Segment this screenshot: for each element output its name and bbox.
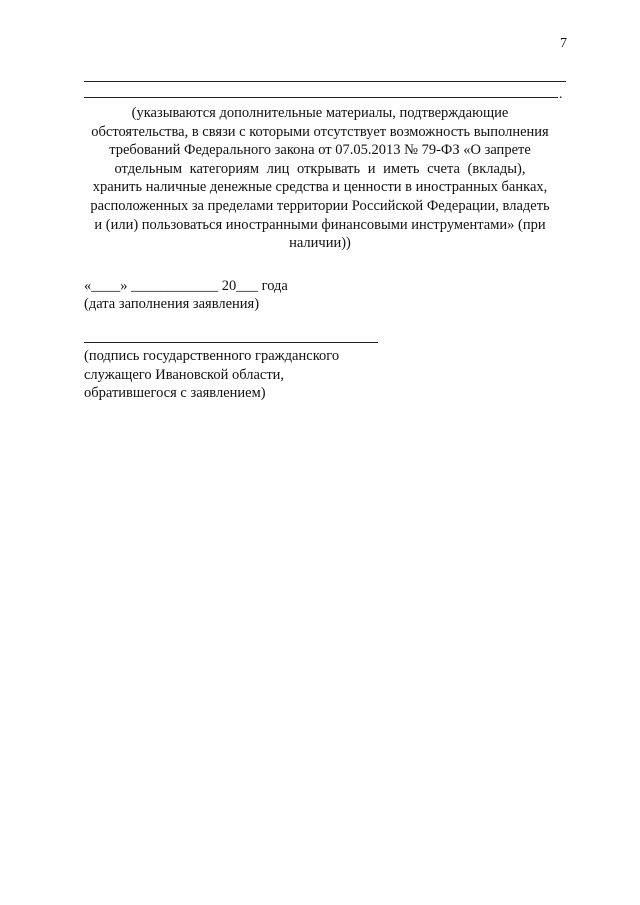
signature-caption-line: служащего Ивановской области, (84, 366, 285, 383)
explanation-line: хранить наличные денежные средства и ценности в иностранных банках, (92, 179, 548, 196)
signature-caption-line: обратившегося с заявлением) (84, 385, 266, 402)
explanation-line: расположенных за пределами территории Российской Федерации, владеть (90, 197, 550, 214)
explanation-line: отдельным категориям лиц открывать и иметь счета (вклады), (114, 160, 526, 177)
signature-caption (84, 347, 339, 403)
explanation-line: требований Федерального закона от 07.05.2013 № 79-ФЗ «О запрете (109, 142, 531, 159)
signature-blank-line (84, 342, 378, 343)
explanation-line: (указываются дополнительные материалы, подтверждающие (131, 105, 509, 121)
explanation-line: и (или) пользоваться иностранными финансовыми инструментами» (при (94, 216, 546, 233)
materials-blank-line-1 (84, 81, 566, 82)
date-caption: (дата заполнения заявления) (84, 296, 260, 312)
explanation-line: наличии)) (289, 235, 351, 252)
materials-explanation (70, 104, 570, 253)
date-fill-line: «____» ____________ 20___ года (84, 278, 288, 294)
explanation-line: обстоятельства, в связи с которыми отсутствует возможность выполнения (91, 123, 549, 140)
materials-blank-line-2 (84, 97, 558, 98)
page-number: 7 (560, 36, 567, 51)
signature-caption-line: (подпись государственного гражданского (84, 348, 340, 364)
materials-line-terminator: . (559, 87, 563, 102)
